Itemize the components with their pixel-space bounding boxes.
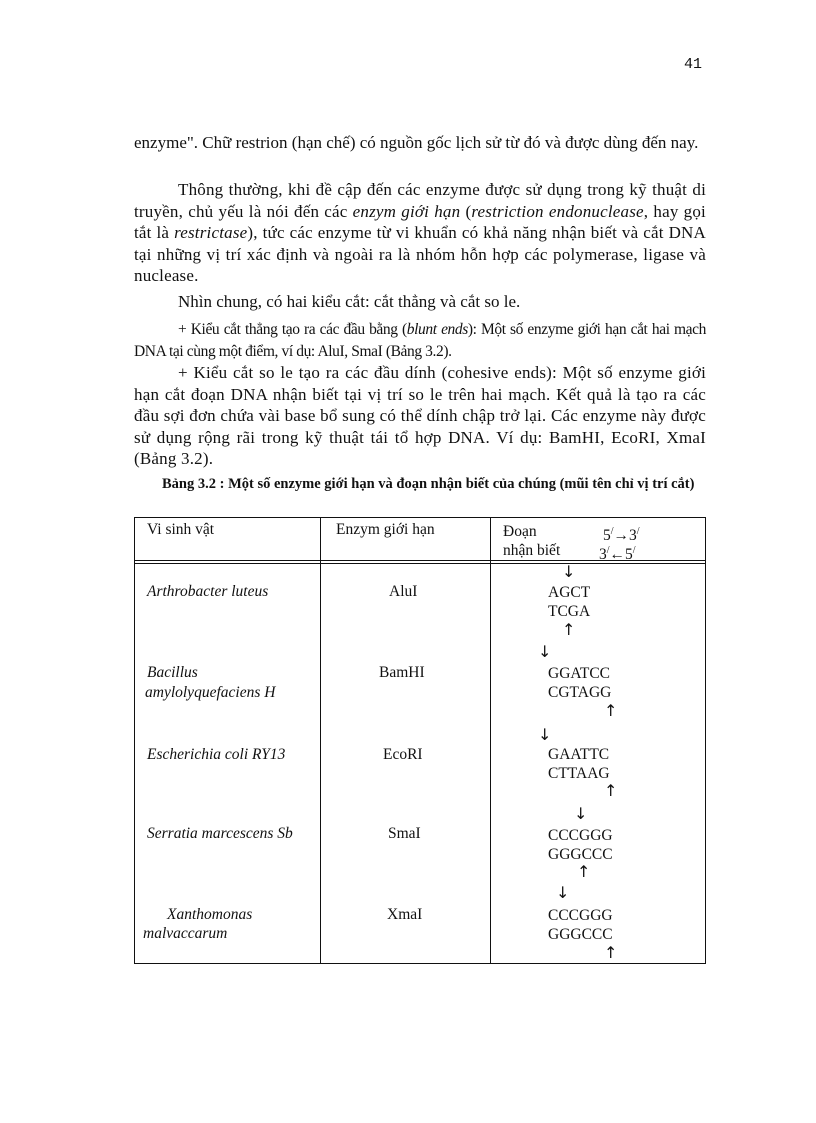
p4-term-blunt: blunt ends	[406, 321, 468, 338]
header-organism: Vi sinh vật	[147, 521, 215, 538]
p2-text-a: Thông thường, khi đề cập đến các enzyme được sử dụng trong kỹ thuật di truyền, chủ yếu là nói đến các	[134, 180, 706, 221]
header-direction-bottom	[599, 541, 636, 564]
p4-text-a: + Kiểu cắt thẳng tạo ra các đầu bằng (	[178, 321, 407, 338]
row-enzyme: XmaI	[387, 906, 423, 923]
prime-mark: /	[636, 526, 640, 537]
page-number: 41	[684, 56, 703, 73]
p2-text-b: (	[460, 201, 472, 221]
sequence-bottom: GGGCCC	[548, 846, 613, 863]
sequence-top: CCCGGG	[548, 907, 613, 924]
column-divider	[490, 518, 491, 963]
prime-mark: /	[610, 526, 614, 537]
cut-up-arrow-icon: ↑	[577, 862, 591, 881]
enzyme-table	[134, 517, 706, 964]
sequence-top: CCCGGG	[548, 827, 613, 844]
p2-term-restrictase: restrictase	[174, 223, 248, 242]
p2-text-d: ), tức các enzyme từ vi khuẩn có khả năng nhận biết và cắt DNA tại những vị trí xác định và ngoài ra là nhóm hỗn hợp các polymerase, ligase và nuclease.	[134, 223, 706, 285]
cut-down-arrow-icon: ↓	[574, 804, 588, 823]
row-organism: Escherichia coli RY13	[147, 746, 286, 763]
dir2-a: 3	[599, 546, 607, 564]
row-organism-cont: amylolyquefaciens H	[145, 684, 276, 701]
row-enzyme: SmaI	[388, 825, 421, 842]
sequence-bottom: GGGCCC	[548, 926, 613, 943]
column-divider	[320, 518, 321, 963]
dir1-a: 5	[603, 527, 611, 545]
sequence-bottom: CGTAGG	[548, 684, 612, 701]
paragraph-3: Nhìn chung, có hai kiểu cắt: cắt thẳng và cắt so le.	[178, 292, 521, 311]
dir2-arrow: ←	[609, 546, 626, 564]
cut-down-arrow-icon: ↓	[562, 562, 576, 581]
cut-down-arrow-icon: ↓	[538, 642, 552, 661]
row-enzyme: BamHI	[379, 664, 425, 681]
row-organism: Arthrobacter luteus	[147, 583, 269, 600]
dir2-b: 5	[625, 546, 633, 564]
header-site-line2: nhận biết	[503, 542, 561, 559]
cut-down-arrow-icon: ↓	[556, 883, 570, 902]
paragraph-2	[134, 179, 706, 287]
sequence-top: AGCT	[548, 584, 591, 601]
prime-mark: /	[606, 545, 610, 556]
cut-up-arrow-icon: ↑	[604, 943, 618, 962]
paragraph-1: enzyme". Chữ restrion (hạn chế) có nguồn gốc lịch sử từ đó và được dùng đến nay.	[134, 133, 699, 152]
row-organism-cont: malvaccarum	[143, 925, 228, 942]
table-caption: Bảng 3.2 : Một số enzyme giới hạn và đoạn nhận biết của chúng (mũi tên chỉ vị trí cắt)	[162, 476, 695, 492]
row-enzyme: EcoRI	[383, 746, 423, 763]
prime-mark: /	[632, 545, 636, 556]
p4-text-b: ): Một số enzyme giới hạn cắt hai mạch DNA tại cùng một điểm, ví dụ: AluI, SmaI (Bảng 3.2).	[134, 321, 706, 360]
dir1-b: 3	[629, 527, 637, 545]
sequence-top: GGATCC	[548, 665, 611, 682]
header-enzyme: Enzym giới hạn	[336, 521, 435, 538]
sequence-bottom: TCGA	[548, 603, 591, 620]
header-site-line1: Đoạn	[503, 523, 537, 540]
p2-text-c: , hay gọi tắt là	[134, 201, 706, 242]
p2-term-restriction: restriction endonuclease	[471, 201, 644, 221]
paragraph-4	[134, 319, 706, 362]
row-organism: Xanthomonas	[167, 906, 253, 923]
cut-up-arrow-icon: ↑	[562, 620, 576, 639]
cut-up-arrow-icon: ↑	[604, 701, 618, 720]
row-organism: Bacillus	[147, 664, 198, 681]
sequence-bottom: CTTAAG	[548, 765, 610, 782]
cut-up-arrow-icon: ↑	[604, 781, 618, 800]
cut-down-arrow-icon: ↓	[538, 725, 552, 744]
sequence-top: GAATTC	[548, 746, 610, 763]
p2-term-enzym: enzym giới hạn	[352, 201, 461, 221]
row-organism: Serratia marcescens Sb	[147, 825, 293, 842]
paragraph-5: + Kiểu cắt so le tạo ra các đầu dính (cohesive ends): Một số enzyme giới hạn cắt đoạn DNA nhận biết tại vị trí so le trên hai mạch. Kết quả là tạo ra các đầu sợi đơn chứa vài base bổ sung có thể dính chập trở lại. Các enzyme này được sử dụng rộng rãi trong kỹ thuật tái tổ hợp DNA. Ví dụ: BamHI, EcoRI, XmaI (Bảng 3.2).	[134, 363, 706, 468]
dir1-arrow: →	[613, 527, 630, 545]
row-enzyme: AluI	[389, 583, 418, 600]
